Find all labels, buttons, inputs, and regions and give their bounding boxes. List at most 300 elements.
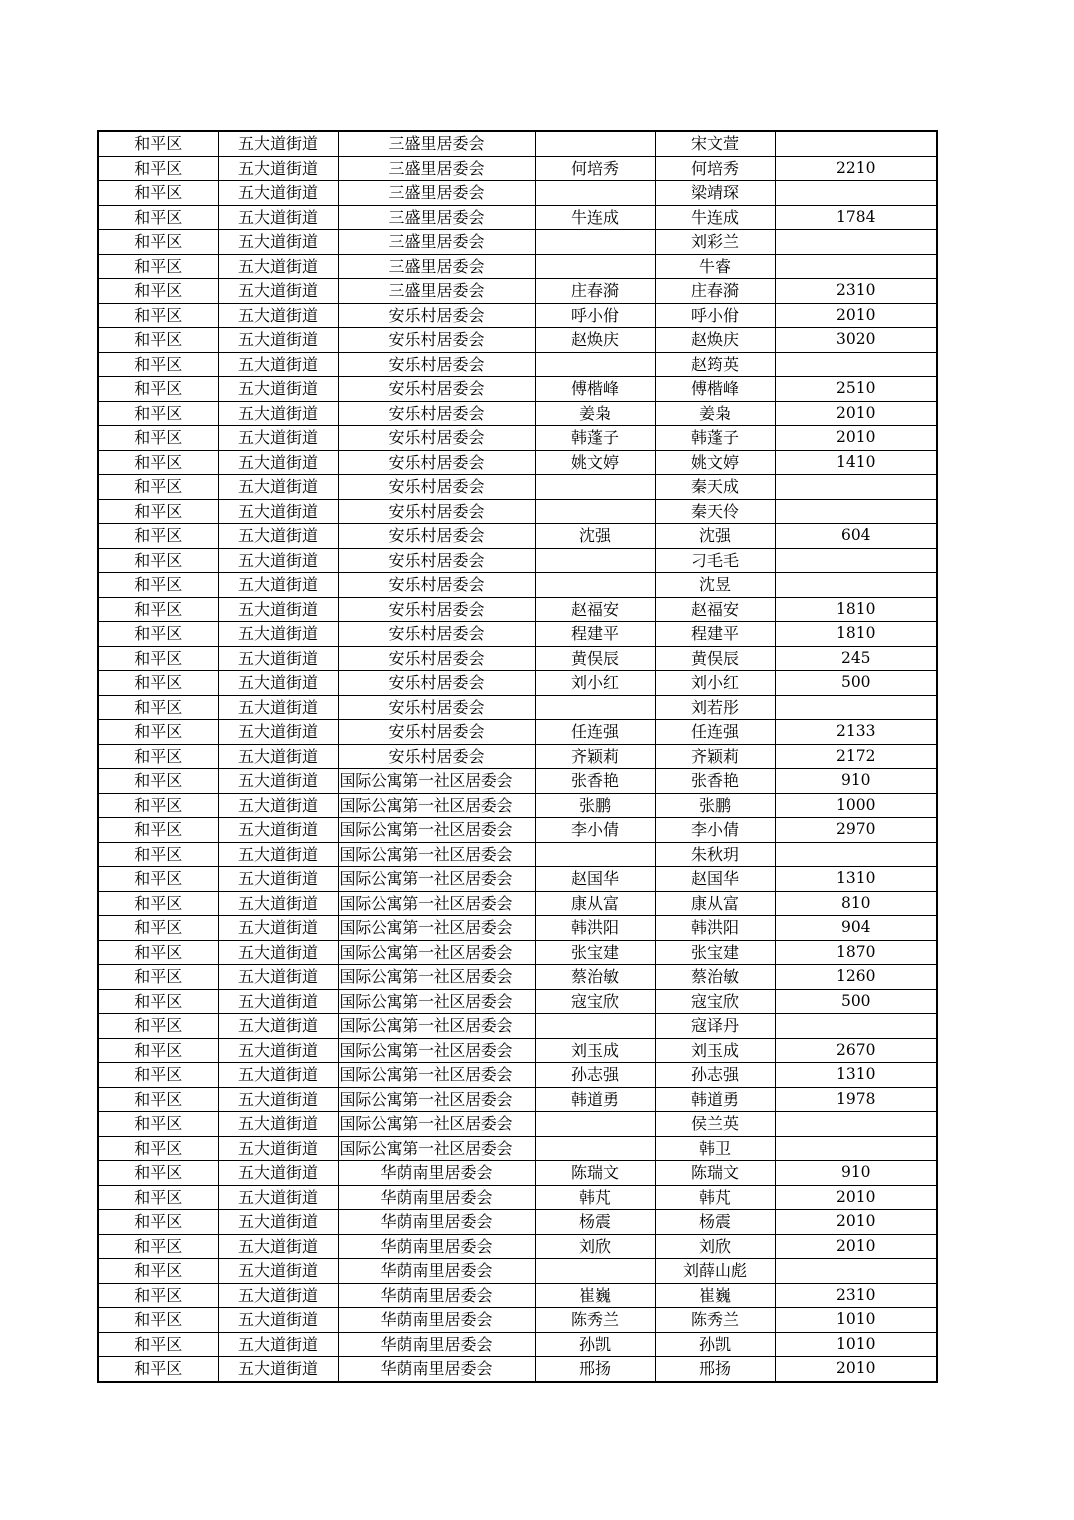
amount-cell: 1784 xyxy=(775,205,937,230)
member-cell: 寇宝欣 xyxy=(655,989,775,1014)
street-cell: 五大道街道 xyxy=(218,1087,338,1112)
member-cell: 梁靖琛 xyxy=(655,181,775,206)
street-cell: 五大道街道 xyxy=(218,1259,338,1284)
district-cell: 和平区 xyxy=(98,401,218,426)
district-cell: 和平区 xyxy=(98,1063,218,1088)
table-row xyxy=(98,769,937,794)
amount-cell: 1870 xyxy=(775,940,937,965)
community-cell: 安乐村居委会 xyxy=(338,377,535,402)
street-cell: 五大道街道 xyxy=(218,1308,338,1333)
table-row xyxy=(98,524,937,549)
table-row xyxy=(98,1308,937,1333)
amount-cell: 910 xyxy=(775,769,937,794)
table-row xyxy=(98,1038,937,1063)
district-cell: 和平区 xyxy=(98,818,218,843)
amount-cell xyxy=(775,181,937,206)
applicant-cell: 姚文婷 xyxy=(535,450,655,475)
table-row xyxy=(98,1210,937,1235)
street-cell: 五大道街道 xyxy=(218,377,338,402)
applicant-cell: 孙凯 xyxy=(535,1332,655,1357)
table-row xyxy=(98,352,937,377)
amount-cell: 245 xyxy=(775,646,937,671)
applicant-cell: 程建平 xyxy=(535,622,655,647)
community-cell: 三盛里居委会 xyxy=(338,131,535,156)
table-row xyxy=(98,916,937,941)
table-row xyxy=(98,181,937,206)
community-cell: 国际公寓第一社区居委会 xyxy=(338,818,535,843)
district-cell: 和平区 xyxy=(98,1014,218,1039)
member-cell: 刘小红 xyxy=(655,671,775,696)
amount-cell: 500 xyxy=(775,671,937,696)
district-cell: 和平区 xyxy=(98,646,218,671)
street-cell: 五大道街道 xyxy=(218,1014,338,1039)
amount-cell xyxy=(775,573,937,598)
applicant-cell xyxy=(535,352,655,377)
table-row xyxy=(98,426,937,451)
member-cell: 邢扬 xyxy=(655,1357,775,1382)
amount-cell: 1310 xyxy=(775,1063,937,1088)
community-cell: 三盛里居委会 xyxy=(338,205,535,230)
amount-cell: 1810 xyxy=(775,597,937,622)
applicant-cell: 韩蓬子 xyxy=(535,426,655,451)
district-cell: 和平区 xyxy=(98,475,218,500)
street-cell: 五大道街道 xyxy=(218,940,338,965)
district-cell: 和平区 xyxy=(98,940,218,965)
district-cell: 和平区 xyxy=(98,744,218,769)
member-cell: 牛连成 xyxy=(655,205,775,230)
applicant-cell: 崔巍 xyxy=(535,1283,655,1308)
table-row xyxy=(98,622,937,647)
member-cell: 孙凯 xyxy=(655,1332,775,1357)
street-cell: 五大道街道 xyxy=(218,303,338,328)
member-cell: 赵筠英 xyxy=(655,352,775,377)
table-row xyxy=(98,279,937,304)
community-cell: 华荫南里居委会 xyxy=(338,1185,535,1210)
district-cell: 和平区 xyxy=(98,1136,218,1161)
amount-cell: 2310 xyxy=(775,279,937,304)
member-cell: 陈瑞文 xyxy=(655,1161,775,1186)
amount-cell: 2010 xyxy=(775,303,937,328)
community-cell: 安乐村居委会 xyxy=(338,352,535,377)
community-cell: 安乐村居委会 xyxy=(338,573,535,598)
applicant-cell: 张鹏 xyxy=(535,793,655,818)
district-cell: 和平区 xyxy=(98,1259,218,1284)
applicant-cell: 陈秀兰 xyxy=(535,1308,655,1333)
applicant-cell xyxy=(535,1112,655,1137)
community-cell: 华荫南里居委会 xyxy=(338,1234,535,1259)
amount-cell xyxy=(775,352,937,377)
community-cell: 安乐村居委会 xyxy=(338,450,535,475)
amount-cell xyxy=(775,230,937,255)
street-cell: 五大道街道 xyxy=(218,1038,338,1063)
district-cell: 和平区 xyxy=(98,1185,218,1210)
amount-cell: 910 xyxy=(775,1161,937,1186)
amount-cell: 1260 xyxy=(775,965,937,990)
member-cell: 赵福安 xyxy=(655,597,775,622)
applicant-cell: 陈瑞文 xyxy=(535,1161,655,1186)
street-cell: 五大道街道 xyxy=(218,646,338,671)
member-cell: 韩芃 xyxy=(655,1185,775,1210)
amount-cell xyxy=(775,842,937,867)
street-cell: 五大道街道 xyxy=(218,499,338,524)
district-cell: 和平区 xyxy=(98,1283,218,1308)
applicant-cell: 孙志强 xyxy=(535,1063,655,1088)
district-cell: 和平区 xyxy=(98,205,218,230)
table-row xyxy=(98,965,937,990)
amount-cell xyxy=(775,1136,937,1161)
community-cell: 三盛里居委会 xyxy=(338,254,535,279)
member-cell: 韩卫 xyxy=(655,1136,775,1161)
district-cell: 和平区 xyxy=(98,965,218,990)
table-row xyxy=(98,867,937,892)
applicant-cell xyxy=(535,131,655,156)
amount-cell: 2970 xyxy=(775,818,937,843)
community-cell: 华荫南里居委会 xyxy=(338,1161,535,1186)
member-cell: 赵焕庆 xyxy=(655,328,775,353)
amount-cell xyxy=(775,254,937,279)
applicant-cell: 呼小佾 xyxy=(535,303,655,328)
street-cell: 五大道街道 xyxy=(218,401,338,426)
amount-cell: 2010 xyxy=(775,1357,937,1382)
member-cell: 韩道勇 xyxy=(655,1087,775,1112)
member-cell: 何培秀 xyxy=(655,156,775,181)
applicant-cell xyxy=(535,230,655,255)
member-cell: 沈强 xyxy=(655,524,775,549)
district-cell: 和平区 xyxy=(98,1357,218,1382)
street-cell: 五大道街道 xyxy=(218,1185,338,1210)
applicant-cell xyxy=(535,254,655,279)
applicant-cell: 刘欣 xyxy=(535,1234,655,1259)
amount-cell xyxy=(775,1112,937,1137)
street-cell: 五大道街道 xyxy=(218,989,338,1014)
community-cell: 安乐村居委会 xyxy=(338,303,535,328)
street-cell: 五大道街道 xyxy=(218,181,338,206)
community-cell: 国际公寓第一社区居委会 xyxy=(338,867,535,892)
district-cell: 和平区 xyxy=(98,1112,218,1137)
amount-cell: 2172 xyxy=(775,744,937,769)
district-cell: 和平区 xyxy=(98,548,218,573)
table-row xyxy=(98,303,937,328)
street-cell: 五大道街道 xyxy=(218,131,338,156)
applicant-cell: 蔡治敏 xyxy=(535,965,655,990)
table-body xyxy=(98,131,937,1382)
district-cell: 和平区 xyxy=(98,524,218,549)
table-row xyxy=(98,548,937,573)
applicant-cell: 韩洪阳 xyxy=(535,916,655,941)
district-cell: 和平区 xyxy=(98,328,218,353)
community-cell: 国际公寓第一社区居委会 xyxy=(338,842,535,867)
district-cell: 和平区 xyxy=(98,597,218,622)
street-cell: 五大道街道 xyxy=(218,450,338,475)
applicant-cell: 寇宝欣 xyxy=(535,989,655,1014)
table-row xyxy=(98,1357,937,1382)
street-cell: 五大道街道 xyxy=(218,475,338,500)
community-cell: 华荫南里居委会 xyxy=(338,1259,535,1284)
applicant-cell: 康从富 xyxy=(535,891,655,916)
table-row xyxy=(98,1014,937,1039)
district-cell: 和平区 xyxy=(98,450,218,475)
table-row xyxy=(98,377,937,402)
street-cell: 五大道街道 xyxy=(218,965,338,990)
community-cell: 安乐村居委会 xyxy=(338,744,535,769)
applicant-cell: 杨震 xyxy=(535,1210,655,1235)
amount-cell: 2010 xyxy=(775,401,937,426)
member-cell: 秦天伶 xyxy=(655,499,775,524)
street-cell: 五大道街道 xyxy=(218,573,338,598)
applicant-cell: 庄春漪 xyxy=(535,279,655,304)
community-cell: 国际公寓第一社区居委会 xyxy=(338,769,535,794)
street-cell: 五大道街道 xyxy=(218,622,338,647)
applicant-cell: 张香艳 xyxy=(535,769,655,794)
applicant-cell: 沈强 xyxy=(535,524,655,549)
amount-cell: 1010 xyxy=(775,1332,937,1357)
table-row xyxy=(98,230,937,255)
district-cell: 和平区 xyxy=(98,352,218,377)
amount-cell: 3020 xyxy=(775,328,937,353)
member-cell: 寇译丹 xyxy=(655,1014,775,1039)
community-cell: 安乐村居委会 xyxy=(338,401,535,426)
street-cell: 五大道街道 xyxy=(218,156,338,181)
street-cell: 五大道街道 xyxy=(218,254,338,279)
amount-cell: 2210 xyxy=(775,156,937,181)
community-cell: 三盛里居委会 xyxy=(338,230,535,255)
member-cell: 姚文婷 xyxy=(655,450,775,475)
table-row xyxy=(98,1161,937,1186)
amount-cell xyxy=(775,1259,937,1284)
member-cell: 任连强 xyxy=(655,720,775,745)
community-cell: 三盛里居委会 xyxy=(338,156,535,181)
table-row xyxy=(98,1332,937,1357)
table-row xyxy=(98,646,937,671)
member-cell: 李小倩 xyxy=(655,818,775,843)
street-cell: 五大道街道 xyxy=(218,597,338,622)
member-cell: 庄春漪 xyxy=(655,279,775,304)
amount-cell xyxy=(775,499,937,524)
district-cell: 和平区 xyxy=(98,499,218,524)
member-cell: 刘薛山彪 xyxy=(655,1259,775,1284)
community-cell: 国际公寓第一社区居委会 xyxy=(338,916,535,941)
street-cell: 五大道街道 xyxy=(218,279,338,304)
member-cell: 齐颖莉 xyxy=(655,744,775,769)
table-row xyxy=(98,891,937,916)
community-cell: 国际公寓第一社区居委会 xyxy=(338,1038,535,1063)
community-cell: 国际公寓第一社区居委会 xyxy=(338,891,535,916)
table-row xyxy=(98,793,937,818)
amount-cell: 1010 xyxy=(775,1308,937,1333)
district-cell: 和平区 xyxy=(98,377,218,402)
applicant-cell: 韩芃 xyxy=(535,1185,655,1210)
applicant-cell: 姜枭 xyxy=(535,401,655,426)
amount-cell xyxy=(775,548,937,573)
community-cell: 华荫南里居委会 xyxy=(338,1308,535,1333)
member-cell: 张宝建 xyxy=(655,940,775,965)
table-row xyxy=(98,1185,937,1210)
district-cell: 和平区 xyxy=(98,720,218,745)
street-cell: 五大道街道 xyxy=(218,671,338,696)
district-cell: 和平区 xyxy=(98,254,218,279)
amount-cell: 2670 xyxy=(775,1038,937,1063)
member-cell: 韩蓬子 xyxy=(655,426,775,451)
district-cell: 和平区 xyxy=(98,622,218,647)
district-cell: 和平区 xyxy=(98,156,218,181)
amount-cell: 1310 xyxy=(775,867,937,892)
member-cell: 朱秋玥 xyxy=(655,842,775,867)
district-cell: 和平区 xyxy=(98,793,218,818)
table-row xyxy=(98,1259,937,1284)
street-cell: 五大道街道 xyxy=(218,1357,338,1382)
table-row xyxy=(98,328,937,353)
amount-cell: 2010 xyxy=(775,1185,937,1210)
applicant-cell xyxy=(535,573,655,598)
community-cell: 三盛里居委会 xyxy=(338,181,535,206)
district-cell: 和平区 xyxy=(98,303,218,328)
community-cell: 安乐村居委会 xyxy=(338,475,535,500)
table-row xyxy=(98,475,937,500)
table-row xyxy=(98,597,937,622)
member-cell: 刘玉成 xyxy=(655,1038,775,1063)
community-cell: 安乐村居委会 xyxy=(338,426,535,451)
community-cell: 安乐村居委会 xyxy=(338,524,535,549)
community-cell: 国际公寓第一社区居委会 xyxy=(338,793,535,818)
applicant-cell xyxy=(535,181,655,206)
table-row xyxy=(98,842,937,867)
table-row xyxy=(98,499,937,524)
table-row xyxy=(98,1087,937,1112)
district-cell: 和平区 xyxy=(98,867,218,892)
district-cell: 和平区 xyxy=(98,695,218,720)
street-cell: 五大道街道 xyxy=(218,1332,338,1357)
community-cell: 国际公寓第一社区居委会 xyxy=(338,1112,535,1137)
street-cell: 五大道街道 xyxy=(218,793,338,818)
applicant-cell: 赵焕庆 xyxy=(535,328,655,353)
applicant-cell: 何培秀 xyxy=(535,156,655,181)
amount-cell: 2010 xyxy=(775,426,937,451)
applicant-cell: 韩道勇 xyxy=(535,1087,655,1112)
street-cell: 五大道街道 xyxy=(218,769,338,794)
applicant-cell: 张宝建 xyxy=(535,940,655,965)
member-cell: 崔巍 xyxy=(655,1283,775,1308)
applicant-cell: 赵福安 xyxy=(535,597,655,622)
community-cell: 国际公寓第一社区居委会 xyxy=(338,1087,535,1112)
applicant-cell: 邢扬 xyxy=(535,1357,655,1382)
street-cell: 五大道街道 xyxy=(218,1234,338,1259)
table-row xyxy=(98,818,937,843)
community-cell: 华荫南里居委会 xyxy=(338,1357,535,1382)
amount-cell: 1000 xyxy=(775,793,937,818)
district-cell: 和平区 xyxy=(98,1161,218,1186)
applicant-cell xyxy=(535,695,655,720)
amount-cell xyxy=(775,695,937,720)
member-cell: 刁毛毛 xyxy=(655,548,775,573)
amount-cell xyxy=(775,1014,937,1039)
community-cell: 华荫南里居委会 xyxy=(338,1210,535,1235)
community-cell: 国际公寓第一社区居委会 xyxy=(338,1136,535,1161)
community-cell: 国际公寓第一社区居委会 xyxy=(338,965,535,990)
district-cell: 和平区 xyxy=(98,916,218,941)
district-cell: 和平区 xyxy=(98,842,218,867)
table-row xyxy=(98,671,937,696)
table-row xyxy=(98,450,937,475)
amount-cell: 810 xyxy=(775,891,937,916)
street-cell: 五大道街道 xyxy=(218,818,338,843)
table-row xyxy=(98,989,937,1014)
district-cell: 和平区 xyxy=(98,1234,218,1259)
district-cell: 和平区 xyxy=(98,131,218,156)
community-cell: 安乐村居委会 xyxy=(338,671,535,696)
applicant-cell: 傅楷峰 xyxy=(535,377,655,402)
street-cell: 五大道街道 xyxy=(218,916,338,941)
amount-cell: 1810 xyxy=(775,622,937,647)
applicant-cell xyxy=(535,499,655,524)
applicant-cell: 黄俣辰 xyxy=(535,646,655,671)
table-row xyxy=(98,1234,937,1259)
community-cell: 安乐村居委会 xyxy=(338,720,535,745)
community-cell: 安乐村居委会 xyxy=(338,328,535,353)
applicant-cell xyxy=(535,1259,655,1284)
table-row xyxy=(98,156,937,181)
member-cell: 程建平 xyxy=(655,622,775,647)
member-cell: 侯兰英 xyxy=(655,1112,775,1137)
table-row xyxy=(98,573,937,598)
community-cell: 安乐村居委会 xyxy=(338,548,535,573)
applicant-cell: 齐颖莉 xyxy=(535,744,655,769)
street-cell: 五大道街道 xyxy=(218,1283,338,1308)
community-cell: 安乐村居委会 xyxy=(338,622,535,647)
district-cell: 和平区 xyxy=(98,1210,218,1235)
street-cell: 五大道街道 xyxy=(218,1161,338,1186)
member-cell: 刘彩兰 xyxy=(655,230,775,255)
member-cell: 傅楷峰 xyxy=(655,377,775,402)
member-cell: 杨震 xyxy=(655,1210,775,1235)
district-cell: 和平区 xyxy=(98,1332,218,1357)
street-cell: 五大道街道 xyxy=(218,867,338,892)
member-cell: 康从富 xyxy=(655,891,775,916)
amount-cell: 2310 xyxy=(775,1283,937,1308)
applicant-cell: 刘玉成 xyxy=(535,1038,655,1063)
community-cell: 安乐村居委会 xyxy=(338,597,535,622)
applicant-cell xyxy=(535,1136,655,1161)
applicant-cell: 刘小红 xyxy=(535,671,655,696)
member-cell: 牛睿 xyxy=(655,254,775,279)
data-table xyxy=(97,130,938,1383)
street-cell: 五大道街道 xyxy=(218,524,338,549)
member-cell: 孙志强 xyxy=(655,1063,775,1088)
amount-cell: 2133 xyxy=(775,720,937,745)
member-cell: 张香艳 xyxy=(655,769,775,794)
table-row xyxy=(98,695,937,720)
applicant-cell: 赵国华 xyxy=(535,867,655,892)
district-cell: 和平区 xyxy=(98,671,218,696)
table-row xyxy=(98,1136,937,1161)
member-cell: 蔡治敏 xyxy=(655,965,775,990)
member-cell: 呼小佾 xyxy=(655,303,775,328)
street-cell: 五大道街道 xyxy=(218,328,338,353)
member-cell: 黄俣辰 xyxy=(655,646,775,671)
district-cell: 和平区 xyxy=(98,181,218,206)
community-cell: 安乐村居委会 xyxy=(338,646,535,671)
amount-cell: 500 xyxy=(775,989,937,1014)
member-cell: 刘若彤 xyxy=(655,695,775,720)
member-cell: 赵国华 xyxy=(655,867,775,892)
community-cell: 国际公寓第一社区居委会 xyxy=(338,989,535,1014)
applicant-cell: 任连强 xyxy=(535,720,655,745)
community-cell: 安乐村居委会 xyxy=(338,499,535,524)
table-row xyxy=(98,1283,937,1308)
table-row xyxy=(98,744,937,769)
applicant-cell xyxy=(535,475,655,500)
district-cell: 和平区 xyxy=(98,1038,218,1063)
community-cell: 华荫南里居委会 xyxy=(338,1283,535,1308)
